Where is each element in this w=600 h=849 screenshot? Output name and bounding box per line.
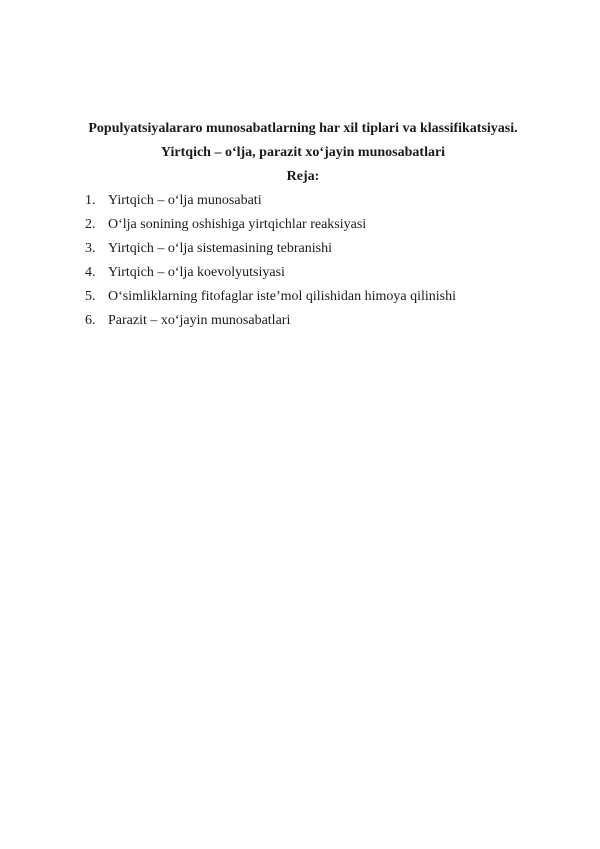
plan-list xyxy=(85,189,456,333)
document-title: Populyatsiyalararo munosabatlarning har xil tiplari va klassifikatsiyasi. xyxy=(88,121,518,136)
plan-item-text: Yirtqich – o‘lja koevolyutsiyasi xyxy=(108,265,285,280)
plan-item-text: O‘simliklarning fitofaglar iste’mol qilishidan himoya qilinishi xyxy=(108,289,457,304)
plan-item-text: Yirtqich – o‘lja munosabati xyxy=(108,193,262,208)
plan-item-number: 1. xyxy=(85,193,96,208)
plan-item xyxy=(85,285,456,309)
plan-item-number: 3. xyxy=(85,241,96,256)
plan-item xyxy=(85,213,456,237)
plan-item xyxy=(85,309,456,333)
plan-item-number: 5. xyxy=(85,289,96,304)
plan-item-number: 6. xyxy=(85,313,96,328)
plan-heading: Reja: xyxy=(286,169,320,184)
plan-item-number: 4. xyxy=(85,265,96,280)
title-block xyxy=(0,117,600,189)
plan-item xyxy=(85,237,456,261)
plan-item-text: O‘lja sonining oshishiga yirtqichlar reaksiyasi xyxy=(108,217,367,232)
plan-item-text: Parazit – xo‘jayin munosabatlari xyxy=(108,313,291,328)
document-subtitle: Yirtqich – o‘lja, parazit xo‘jayin munosabatlari xyxy=(160,145,446,160)
plan-item-number: 2. xyxy=(85,217,96,232)
plan-item xyxy=(85,189,456,213)
plan-item xyxy=(85,261,456,285)
plan-item-text: Yirtqich – o‘lja sistemasining tebranishi xyxy=(108,241,332,256)
